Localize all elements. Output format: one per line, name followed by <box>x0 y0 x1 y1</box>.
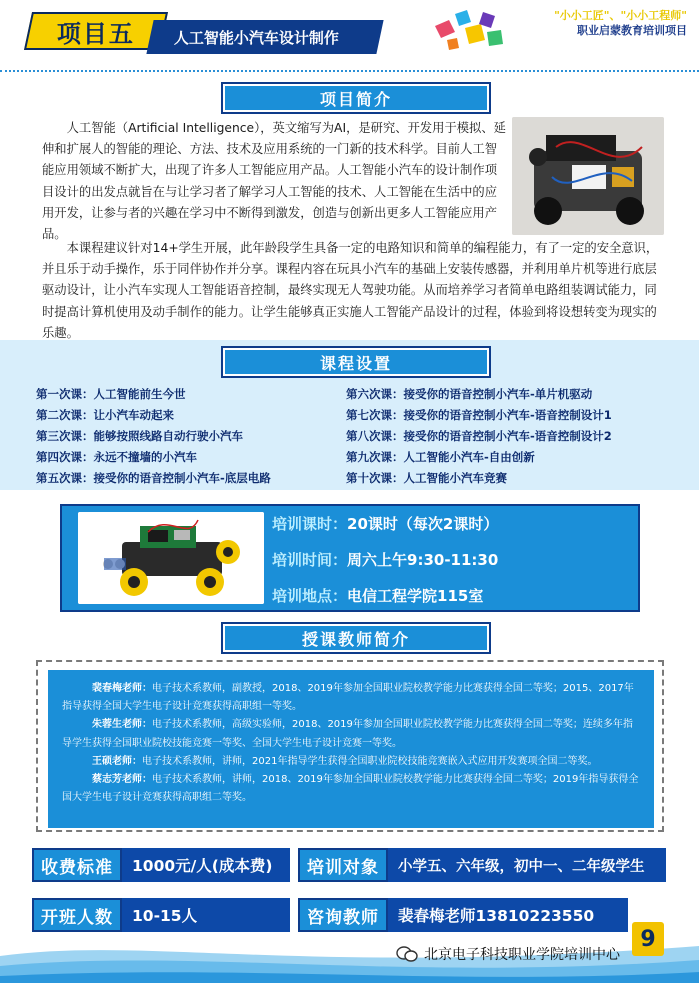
course-item-2: 第二次课：让小汽车动起来 <box>36 408 174 422</box>
teacher-desc-1: 电子技术系教师，副教授，2018、2019年参加全国职业院校教学能力比赛获得全国二等奖；2015、2017年指导获得全国大学生电子设计竞赛获得高职组一等奖。 <box>62 683 634 713</box>
project-title: 人工智能小汽车设计制作 <box>174 28 340 47</box>
training-place-value: 电信工程学院115室 <box>347 586 484 605</box>
training-hours-label: 培训课时： <box>272 514 348 533</box>
footer-source-text: 北京电子科技职业学院培训中心 <box>424 947 620 963</box>
teachers-heading: 授课教师简介 <box>301 629 410 649</box>
slogan-line1: "小小工匠"、"小小工程师" <box>554 9 687 22</box>
course-list-left <box>36 386 271 491</box>
robot-car-image <box>512 117 664 235</box>
training-time <box>272 546 632 572</box>
courses-heading: 课程设置 <box>319 353 392 373</box>
teachers-heading-bar <box>223 624 489 652</box>
teacher-name-3: 王硕老师： <box>92 755 142 767</box>
teacher-name-1: 裴春梅老师： <box>92 683 152 694</box>
teacher-entry-4 <box>62 771 640 807</box>
course-item-1: 第一次课：人工智能前生今世 <box>36 387 186 401</box>
intro-heading-bar <box>223 84 489 112</box>
course-item-4: 第四次课：永远不撞墙的小汽车 <box>36 450 197 464</box>
training-place <box>272 582 632 608</box>
teacher-entry-3 <box>62 753 640 771</box>
teacher-desc-4: 电子技术系教师，讲师，2018、2019年参加全国职业院校教学能力比赛获得全国二等奖；2019年指导获得全国大学生电子设计竞赛获得高职组二等奖。 <box>62 774 639 804</box>
training-time-label: 培训时间： <box>272 550 348 569</box>
teacher-entry-2 <box>62 716 640 752</box>
fee-label: 收费标准 <box>32 848 122 882</box>
training-time-value: 周六上午9:30-11:30 <box>347 550 499 569</box>
slogan <box>554 8 687 38</box>
intro-heading: 项目简介 <box>319 89 392 109</box>
page-header <box>0 0 699 62</box>
intro-paragraph-1: 人工智能（Artificial Intelligence），英文缩写为AI，是研究、开发用于模拟、延伸和扩展人的智能的理论、方法、技术及应用系统的一门新的技术科学。目前人工智能应用领域不断扩大，出现了许多人工智能应用产品。人工智能小汽车的设计制作项目设计的出发点就旨在与让学习者了解学习人工智能的技术、人工智能在生活中的应用开发，让参与者的兴趣在学习中不断得到激发，创造与创新出更多人工智能应用产品。 <box>42 121 506 242</box>
teacher-list <box>48 670 654 828</box>
course-list-right <box>346 386 612 491</box>
training-hours-value: 20课时（每次2课时） <box>347 514 499 533</box>
course-item-8: 第八次课：接受你的语音控制小汽车-语音控制设计2 <box>346 429 612 443</box>
project-badge <box>24 12 168 50</box>
smart-car-photo <box>78 512 264 604</box>
slogan-line2: 职业启蒙教育培训项目 <box>577 24 687 37</box>
teacher-name-4: 蔡志芳老师： <box>92 774 152 786</box>
course-item-7: 第七次课：接受你的语音控制小汽车-语音控制设计1 <box>346 408 612 422</box>
project-title-strip <box>146 20 383 54</box>
decorative-cubes-icon <box>425 6 515 54</box>
teacher-name-2: 朱蓉生老师： <box>92 719 152 731</box>
smart-car-image <box>78 512 264 604</box>
teacher-desc-2: 电子技术系教师，高级实验师，2018、2019年参加全国职业院校教学能力比赛获得全国二等奖；连续多年指导学生获得全国职业院校技能竞赛一等奖、全国大学生电子设计竞赛一等奖。 <box>62 719 633 749</box>
teacher-desc-3: 电子技术系教师，讲师，2021年指导学生获得全国职业院校技能竞赛嵌入式应用开发赛项全国二等奖。 <box>142 755 598 767</box>
intro-paragraph-2: 本课程建议针对14+学生开展，此年龄段学生具备一定的电路知识和简单的编程能力，有了一定的安全意识，并且乐于动手操作，乐于同伴协作并分享。课程内容在玩具小汽车的基础上安装传感器，并利用单片机等进行底层驱动设计，让小汽车实现人工智能语音控制，最终实现无人驾驶功能。从而培养学习者简单电路组装调试能力，同时提高计算机使用及动手制作的能力。让学生能够真正实施人工智能产品设计的过程，体验到将设想转变为现实的乐趣。 <box>42 241 659 340</box>
contact-value: 裴春梅老师13810223550 <box>388 898 628 932</box>
course-item-10: 第十次课：人工智能小汽车竞赛 <box>346 471 507 485</box>
teacher-entry-1 <box>62 680 640 716</box>
page-number: 9 <box>632 922 664 956</box>
course-item-5: 第五次课：接受你的语音控制小汽车-底层电路 <box>36 471 271 485</box>
class-size-label: 开班人数 <box>32 898 122 932</box>
fee-value: 1000元/人(成本费) <box>122 848 290 882</box>
wechat-icon <box>396 946 418 962</box>
course-item-6: 第六次课：接受你的语音控制小汽车-单片机驱动 <box>346 387 593 401</box>
project-badge-label: 项目五 <box>57 19 135 48</box>
course-item-3: 第三次课：能够按照线路自动行驶小汽车 <box>36 429 243 443</box>
target-value: 小学五、六年级，初中一、二年级学生 <box>388 848 666 882</box>
course-item-9: 第九次课：人工智能小汽车-自由创新 <box>346 450 535 464</box>
robot-car-photo <box>512 117 664 235</box>
training-place-label: 培训地点： <box>272 586 348 605</box>
class-size-value: 10-15人 <box>122 898 290 932</box>
training-hours <box>272 510 632 536</box>
dotted-divider <box>0 70 699 72</box>
footer-source <box>396 944 620 964</box>
target-label: 培训对象 <box>298 848 388 882</box>
contact-label: 咨询教师 <box>298 898 388 932</box>
courses-heading-bar <box>223 348 489 376</box>
